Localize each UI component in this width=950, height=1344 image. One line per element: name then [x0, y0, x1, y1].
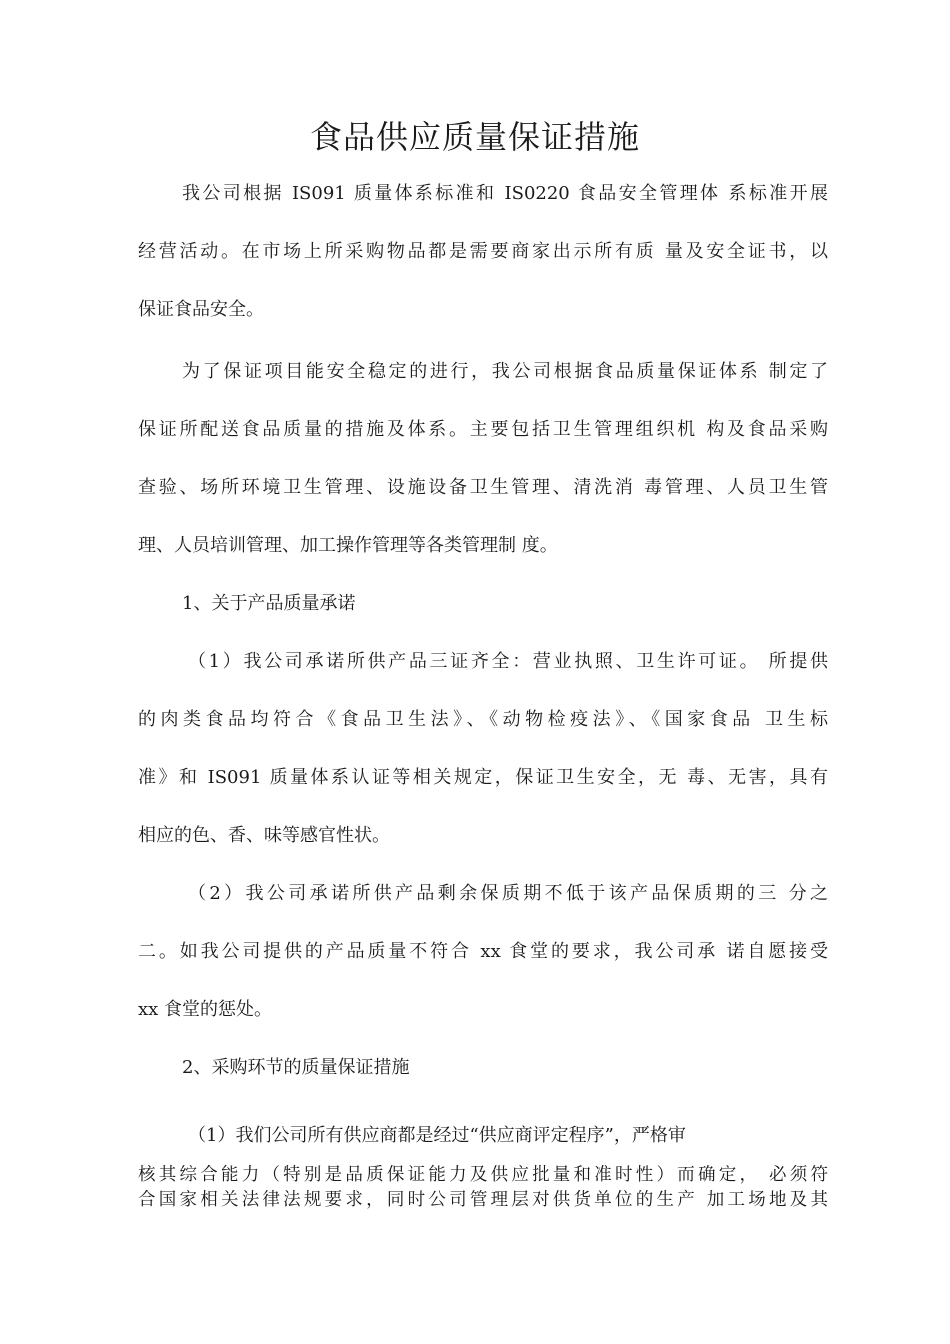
paragraph-line: （1）我们公司所有供应商都是经过“供应商评定程序”，严格审	[188, 1125, 686, 1146]
paragraph-line: 保证所配送食品质量的措施及体系。主要包括卫生管理组织机 构及食品采购	[138, 419, 828, 440]
paragraph-line: 理、人员培训管理、加工操作管理等各类管理制 度。	[138, 535, 558, 556]
paragraph-line: （2）我公司承诺所供产品剩余保质期不低于该产品保质期的三 分之	[188, 883, 828, 904]
paragraph-line: 保证食品安全。	[138, 299, 264, 320]
section-heading: 2、采购环节的质量保证措施	[182, 1057, 410, 1078]
paragraph-line: 准》和 IS091 质量体系认证等相关规定，保证卫生安全，无 毒、无害，具有	[138, 767, 828, 788]
paragraph-line: 核其综合能力（特别是品质保证能力及供应批量和准时性）而确定， 必须符	[138, 1165, 828, 1185]
paragraph-line: xx 食堂的惩处。	[138, 999, 273, 1020]
paragraph-line: 我公司根据 IS091 质量体系标准和 IS0220 食品安全管理体 系标准开展	[182, 183, 828, 204]
paragraph-line: 相应的色、香、味等感官性状。	[138, 825, 390, 846]
paragraph-line: 二。如我公司提供的产品质量不符合 xx 食堂的要求，我公司承 诺自愿接受	[138, 941, 828, 962]
paragraph-line: 合国家相关法律法规要求，同时公司管理层对供货单位的生产 加工场地及其	[138, 1190, 828, 1210]
section-heading: 1、关于产品质量承诺	[182, 593, 356, 614]
document-title: 食品供应质量保证措施	[309, 118, 640, 156]
paragraph-line: 的肉类食品均符合《食品卫生法》、《动物检疫法》、《国家食品 卫生标	[138, 709, 828, 730]
paragraph-line: （1）我公司承诺所供产品三证齐全：营业执照、卫生许可证。 所提供	[188, 651, 828, 672]
paragraph-line: 查验、场所环境卫生管理、设施设备卫生管理、清洗消 毒管理、人员卫生管	[138, 477, 828, 498]
paragraph-line: 为了保证项目能安全稳定的进行，我公司根据食品质量保证体系 制定了	[182, 361, 828, 382]
paragraph-line: 经营活动。在市场上所采购物品都是需要商家出示所有质 量及安全证书，以	[138, 241, 828, 262]
